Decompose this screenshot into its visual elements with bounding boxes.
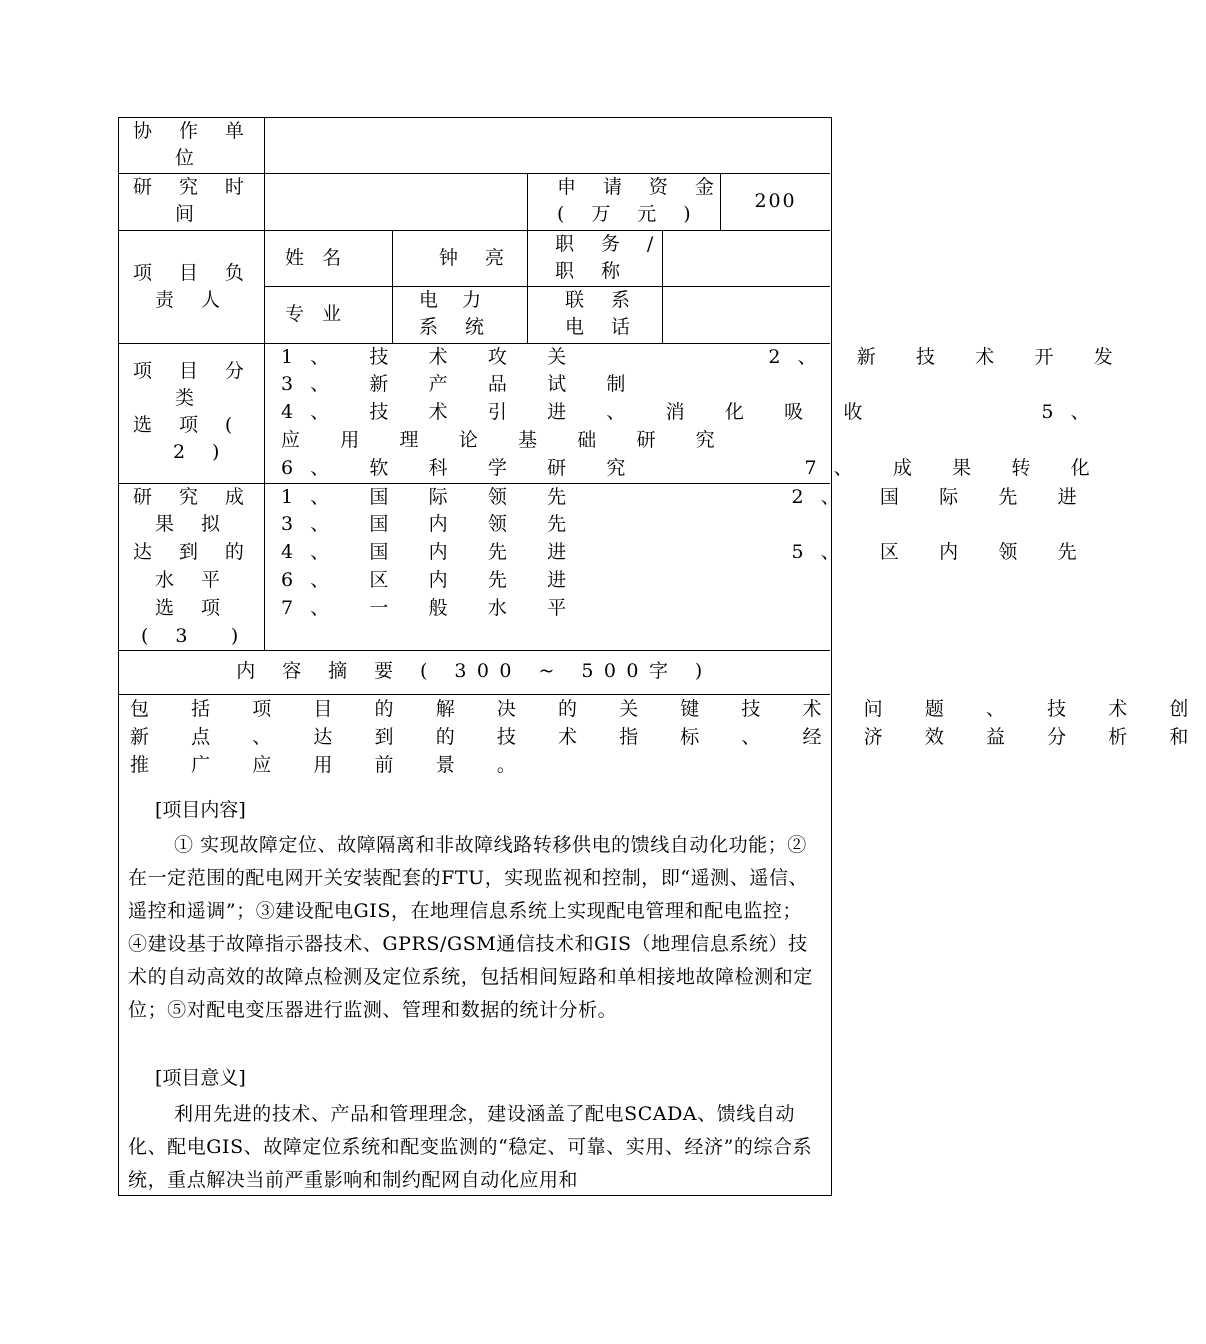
level-label-line: 研 究 成 [133,486,255,508]
summary-intro-line: 包 括 项 目 的 解 决 的 关 键 技 术 问 题 、 技 术 创 [130,698,1206,720]
content-paragraph: ① 实现故障定位、故障隔离和非故障线路转移供电的馈线自动化功能；②在一定范围的配电网开关安装配套的FTU，实现监视和控制，即“遥测、遥信、遥控和遥调”；③建设配电GIS，在地理信息系统上实现配电管理和配电监控；④建设基于故障指示器技术、GPRS/GSM通信技术和GIS（地理信息系统）技术的自动高效的故障点检测及定位系统，包括相间短路和单相接地故障检测和定位；⑤对配电变压器进行监测、管理和数据的统计分析。 [128,834,813,1021]
category-label-line2: 类 [175,387,195,409]
name-label: 姓 名 [285,247,342,269]
level-option-line[interactable]: 3、 国 内 领 先 [281,513,584,535]
level-option-line[interactable]: 4、 国 内 先 进 5、 区 内 领 先 [281,541,1094,563]
major-value-line2[interactable]: 系 统 [419,316,495,338]
application-form-table [118,117,1206,1196]
funds-value[interactable]: 200 [754,190,797,212]
cooperating-unit-label-line1: 协 作 单 [133,120,255,142]
major-label: 专 业 [285,303,342,325]
significance-paragraph: 利用先进的技术、产品和管理理念，建设涵盖了配电SCADA、馈线自动化、配电GIS、故障定位系统和配变监测的“稳定、可靠、实用、经济”的综合系统，重点解决当前严重影响和制约配网自动化应用和 [128,1103,813,1191]
level-label-line: ( 3 ) [141,625,249,647]
level-label-line: 选 项 [155,597,231,619]
research-time-label-line1: 研 究 时 [133,176,255,198]
category-option-line[interactable]: 3、 新 产 品 试 制 [281,373,643,395]
category-label-line4: 2 ) [173,441,230,463]
column-divider [264,118,265,650]
level-option-line[interactable]: 6、 区 内 先 进 [281,569,584,591]
phone-label-line2: 电 话 [565,316,641,338]
category-label-line1: 项 目 分 [133,360,255,382]
row-divider [119,650,830,651]
title-label-line1: 职 务 / [555,233,664,255]
category-option-line[interactable]: 4、 技 术 引 进 、 消 化 吸 收 5、 [281,401,1107,423]
column-divider [392,230,393,343]
category-option-line[interactable]: 应 用 理 论 基 础 研 究 [281,429,732,451]
level-label-line: 水 平 [155,569,231,591]
row-divider [119,230,830,231]
column-divider [527,230,528,343]
leader-label-line2: 责 人 [155,289,231,311]
cooperating-unit-label-line2: 位 [175,147,195,169]
title-label-line2: 职 称 [555,260,631,282]
row-divider [119,694,830,695]
row-divider [264,286,830,287]
funds-label-line1: 申 请 资 金 [557,176,725,198]
phone-label-line1: 联 系 [565,289,641,311]
category-option-line[interactable]: 1、 技 术 攻 关 2、 新 技 术 开 发 [281,346,1130,368]
level-label-line: 达 到 的 [133,541,255,563]
funds-label-line2: ( 万 元 ) [557,203,702,225]
level-label-line: 果 拟 [155,513,231,535]
major-value-line1[interactable]: 电 力 [419,289,482,311]
research-time-label-line2: 间 [175,203,195,225]
column-divider [527,173,528,230]
category-option-line[interactable]: 6、 软 科 学 研 究 7、 成 果 转 化 [281,457,1107,479]
name-value[interactable]: 钟 亮 [439,247,515,269]
level-option-line[interactable]: 7、 一 般 水 平 [281,597,584,619]
category-label-line3: 选 项 ( [133,414,243,436]
summary-intro-line: 新 点 、 达 到 的 技 术 指 标 、 经 济 效 益 分 析 和 [130,726,1206,748]
level-option-line[interactable]: 1、 国 际 领 先 2、 国 际 先 进 [281,486,1094,508]
leader-label-line1: 项 目 负 [133,262,255,284]
significance-heading: [项目意义] [155,1067,246,1089]
summary-header: 内 容 摘 要 ( 300 ~ 500字 ) [236,660,713,682]
content-heading: [项目内容] [155,799,246,821]
summary-intro-line: 推 广 应 用 前 景 。 [130,754,534,776]
